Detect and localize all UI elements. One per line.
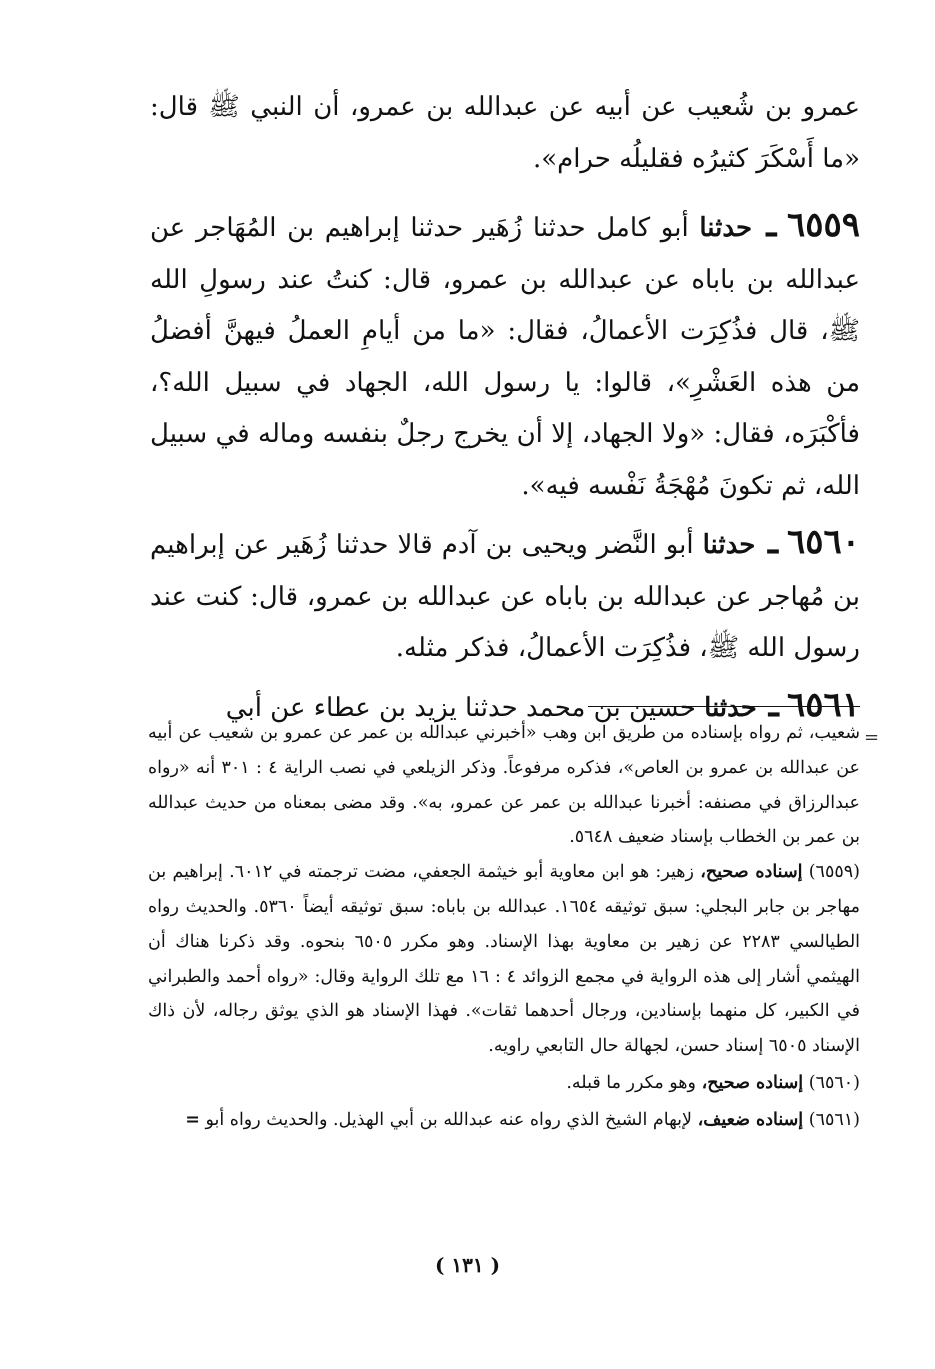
hadith-continuation [150, 82, 860, 185]
continuation-marker: = [864, 727, 880, 748]
footnote-number: (٦٥٦٠) [808, 1072, 860, 1093]
footnote-lead: إسناده صحيح، [701, 1072, 804, 1093]
hadith-6560: ٦٥٦٠ ـ حدثنا أبو النَّضر ويحيى بن آدم قالا حدثنا زُهَير عن إبراهيم بن مُهاجر عن عبدالله بن باباه عن عبدالله بن عمرو، قال: كنت عند رسول الله ﷺ، فذُكِرَت الأعمالُ، فذكر مثله. [150, 522, 860, 663]
footnote-continuation [148, 716, 860, 855]
footnote-text: لإبهام الشيخ الذي رواه عنه عبدالله بن أبي الهذيل. والحديث رواه أبو [205, 1109, 693, 1130]
hadith-6561: ٦٥٦١ ـ حدثنا حسين بن محمد حدثنا يزيد بن عطاء عن أبي [225, 684, 860, 725]
footnote-text: زهير: هو ابن معاوية أبو خيثمة الجعفي، مضت ترجمته في ٦٠١٢. إبراهيم بن مهاجر بن جابر البجلي: سبق توثيقه ١٦٥٤. عبدالله بن باباه: سبق توثيقه أيضاً ٥٣٦٠. والحديث رواه الطيالسي ٢٢٨٣ عن زهير بن معاوية بهذا الإسناد. وهو مكرر ٦٥٠٥ بنحوه. وقد ذكرنا هناك أن الهيثمي أشار إلى هذه الرواية في مجمع الزوائد ٤ : ١٦ مع تلك الرواية وقال: «رواه أحمد والطبراني في الكبير، كل منهما بإسنادين، ورجال أحدهما ثقات». فهذا الإسناد هو الذي يوثق رجاله، لأن ذاك الإسناد ٦٥٠٥ إسناد حسن، لجهالة حال التابعي راويه. [148, 862, 861, 1057]
page-number: ( ١٣١ ) [434, 1253, 501, 1277]
footnote-number: (٦٥٦١) [808, 1109, 860, 1130]
main-text [150, 82, 860, 739]
hadith-number: ٦٥٦١ [786, 684, 860, 725]
hadith-text: حسين بن محمد حدثنا يزيد بن عطاء عن أبي [225, 692, 696, 723]
hadith-lead: حدثنا [704, 692, 757, 723]
hadith-lead: حدثنا [702, 530, 756, 560]
footnote-6560 [148, 1066, 860, 1101]
footnote-lead: إسناده ضعيف، [697, 1109, 804, 1130]
footnote-text: شعيب، ثم رواه بإسناده من طريق ابن وهب «أخبرني عبدالله بن عمر عن عمرو بن شعيب عن أبيه عن عبدالله بن عمرو بن العاص»، فذكره مرفوعاً. وذكر الزيلعي في نصب الراية ٤ : ٣٠١ أنه «رواه عبدالرزاق في مصنفه: أخبرنا عبدالله بن عمر عن عمرو، به». وقد مضى بمعناه من حديث عبدالله بن عمر بن الخطاب بإسناد ضعيف ٥٦٤٨. [148, 723, 860, 848]
footnote-6559 [148, 855, 860, 1064]
footnote-lead: إسناده صحيح، [700, 862, 803, 883]
footnote-separator [588, 706, 860, 707]
hadith-text: أبو النَّضر ويحيى بن آدم قالا حدثنا زُهَير عن إبراهيم بن مُهاجر عن عبدالله بن باباه عن عبدالله بن عمرو، قال: كنت عند رسول الله ﷺ، فذُكِرَت الأعمالُ، فذكر مثله. [150, 530, 860, 663]
footnote-number: (٦٥٥٩) [808, 862, 860, 883]
footnote-text: وهو مكرر ما قبله. [566, 1072, 696, 1093]
continuation-text: عمرو بن شُعيب عن أبيه عن عبدالله بن عمرو، أن النبي ﷺ قال: «ما أَسْكَرَ كثيرُه فقليلُه حرام». [150, 92, 860, 174]
hadith-6559: ٦٥٥٩ ـ حدثنا أبو كامل حدثنا زُهَير حدثنا إبراهيم بن المُهَاجر عن عبدالله بن باباه عن عبدالله بن عمرو، قال: كنتُ عند رسولِ الله ﷺ، قال فذُكِرَت الأعمالُ، فقال: «ما من أيامِ العملُ فيهنَّ أفضلُ من هذه العَشْرِ»، قالوا: يا رسول الله، الجهاد في سبيل الله؟، فأكْبَرَه، فقال: «ولا الجهاد، إلا أن يخرج رجلٌ بنفسه وماله في سبيل الله، ثم تكونَ مُهْجَةُ نَفْسه فيه». [150, 205, 861, 501]
footnotes [148, 716, 860, 1138]
hadith-lead: حدثنا [699, 213, 753, 243]
footnote-6561 [148, 1103, 860, 1138]
hadith-text: أبو كامل حدثنا زُهَير حدثنا إبراهيم بن المُهَاجر عن عبدالله بن باباه عن عبدالله بن عمرو، قال: كنتُ عند رسولِ الله ﷺ، قال فذُكِرَت الأعمالُ، فقال: «ما من أيامِ العملُ فيهنَّ أفضلُ من هذه العَشْرِ»، قالوا: يا رسول الله، الجهاد في سبيل الله؟، فأكْبَرَه، فقال: «ولا الجهاد، إلا أن يخرج رجلٌ بنفسه وماله في سبيل الله، ثم تكونَ مُهْجَةُ نَفْسه فيه». [150, 213, 860, 501]
hadith-number: ٦٥٥٩ [786, 205, 861, 245]
hadith-number: ٦٥٦٠ [786, 522, 860, 562]
continuation-marker: = [185, 1109, 200, 1130]
